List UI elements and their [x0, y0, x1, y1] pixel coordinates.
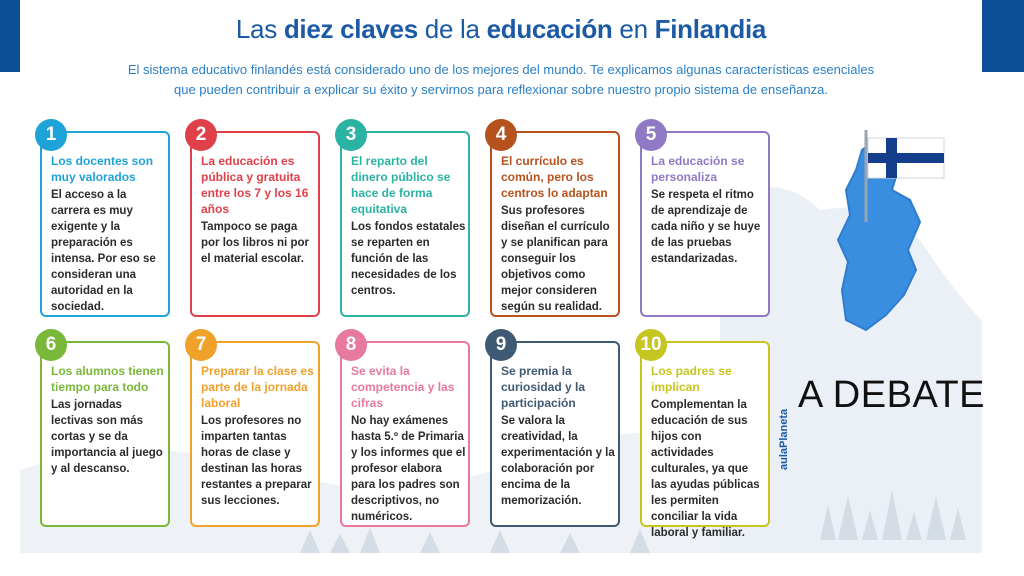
card-heading: El currículo es común, pero los centros lo adaptan Sus profesores diseñan el currículo y se planifican para conseguir los objetivos como mejor consideren según su realidad. [501, 153, 617, 315]
card-text: Complementan la educación de sus hijos con actividades culturales, ya que las ayudas públicas les permiten conciliar la vida laboral y familiar. [651, 399, 760, 539]
card-number-badge: 2 [185, 119, 217, 151]
card-heading: El reparto del dinero público se hace de forma equitativa Los fondos estatales se reparten en función de las necesidades de los centros. [351, 154, 466, 297]
card-text: Sus profesores diseñan el currículo y se planifican para conseguir los objetivos como mejor consideren según su realidad. [501, 205, 610, 313]
infographic-title: Las diez claves de la educación en Finlandia [235, 14, 767, 44]
card-heading: Los docentes son muy valorados El acceso a la carrera es muy exigente y la preparación es intensa. Por eso se consideran una autoridad en la sociedad. [51, 153, 167, 315]
key-card-7 [190, 334, 320, 527]
card-number-badge: 7 [185, 329, 217, 361]
card-heading: Preparar la clase es parte de la jornada laboral Los profesores no imparten tantas horas de clase y destinan las horas restantes a preparar sus lecciones. [201, 363, 317, 509]
card-number-badge: 10 [635, 329, 667, 361]
key-card-4 [490, 124, 620, 317]
card-heading: La educación se personaliza Se respeta el ritmo de aprendizaje de cada niño y se huye de las pruebas estandarizadas. [651, 153, 767, 267]
key-card-9 [490, 334, 620, 527]
card-number-badge: 3 [335, 119, 367, 151]
key-card-8 [340, 334, 470, 527]
card-number-badge: 8 [335, 329, 367, 361]
card-number-badge: 9 [485, 329, 517, 361]
key-card-6 [40, 334, 170, 527]
key-card-3 [340, 124, 470, 317]
card-heading: La educación es pública y gratuita entre los 7 y los 16 años Tampoco se paga por los libros ni por el material escolar. [201, 153, 317, 267]
finland-flag-icon [868, 138, 944, 178]
debate-label: A DEBATE [798, 374, 986, 416]
key-card-10 [640, 334, 770, 539]
card-text: Tampoco se paga por los libros ni por el material escolar. [201, 221, 309, 265]
card-heading: Los padres se implican Complementan la educación de sus hijos con actividades culturales, ya que las ayudas públicas les permiten conciliar la vida laboral y familiar. [651, 363, 767, 541]
card-number-badge: 5 [635, 119, 667, 151]
infographic [20, 0, 982, 553]
card-text: Se respeta el ritmo de aprendizaje de cada niño y se huye de las pruebas estandarizadas. [651, 189, 761, 265]
card-number-badge: 4 [485, 119, 517, 151]
key-card-5 [640, 124, 770, 317]
card-text: Se valora la creatividad, la experimentación y la colaboración por encima de la memorización. [501, 415, 615, 507]
card-text: Los fondos estatales se reparten en función de las necesidades de los centros. [351, 221, 466, 297]
brand-logo-text: aulaPlaneta [778, 408, 790, 470]
card-heading: Se premia la curiosidad y la participación Se valora la creatividad, la experimentación y la colaboración por encima de la memorización. [501, 363, 617, 509]
card-number-badge: 6 [35, 329, 67, 361]
card-text: No hay exámenes hasta 5.º de Primaria y los informes que el profesor elabora para los padres son descriptivos, no numéricos. [351, 415, 466, 523]
infographic-subtitle: El sistema educativo finlandés está considerado uno de los mejores del mundo. Te explicamos algunas características esenciales que pueden contribuir a explicar su éxito y servirnos para reflexionar sobre nuestro propio sistema de enseñanza. [127, 62, 875, 97]
card-number-badge: 1 [35, 119, 67, 151]
key-card-1 [40, 124, 170, 317]
card-text: El acceso a la carrera es muy exigente y la preparación es intensa. Por eso se consideran una autoridad en la sociedad. [51, 189, 156, 313]
card-heading: Los alumnos tienen tiempo para todo Las jornadas lectivas son más cortas y se da importancia al juego y al descanso. [51, 363, 167, 477]
card-text: Los profesores no imparten tantas horas de clase y destinan las horas restantes a preparar sus lecciones. [201, 415, 312, 507]
key-card-2 [190, 124, 320, 317]
card-text: Las jornadas lectivas son más cortas y se da importancia al juego y al descanso. [51, 399, 163, 475]
card-heading: Se evita la competencia y las cifras No hay exámenes hasta 5.º de Primaria y los informes que el profesor elabora para los padres son descriptivos, no numéricos. [351, 364, 466, 523]
